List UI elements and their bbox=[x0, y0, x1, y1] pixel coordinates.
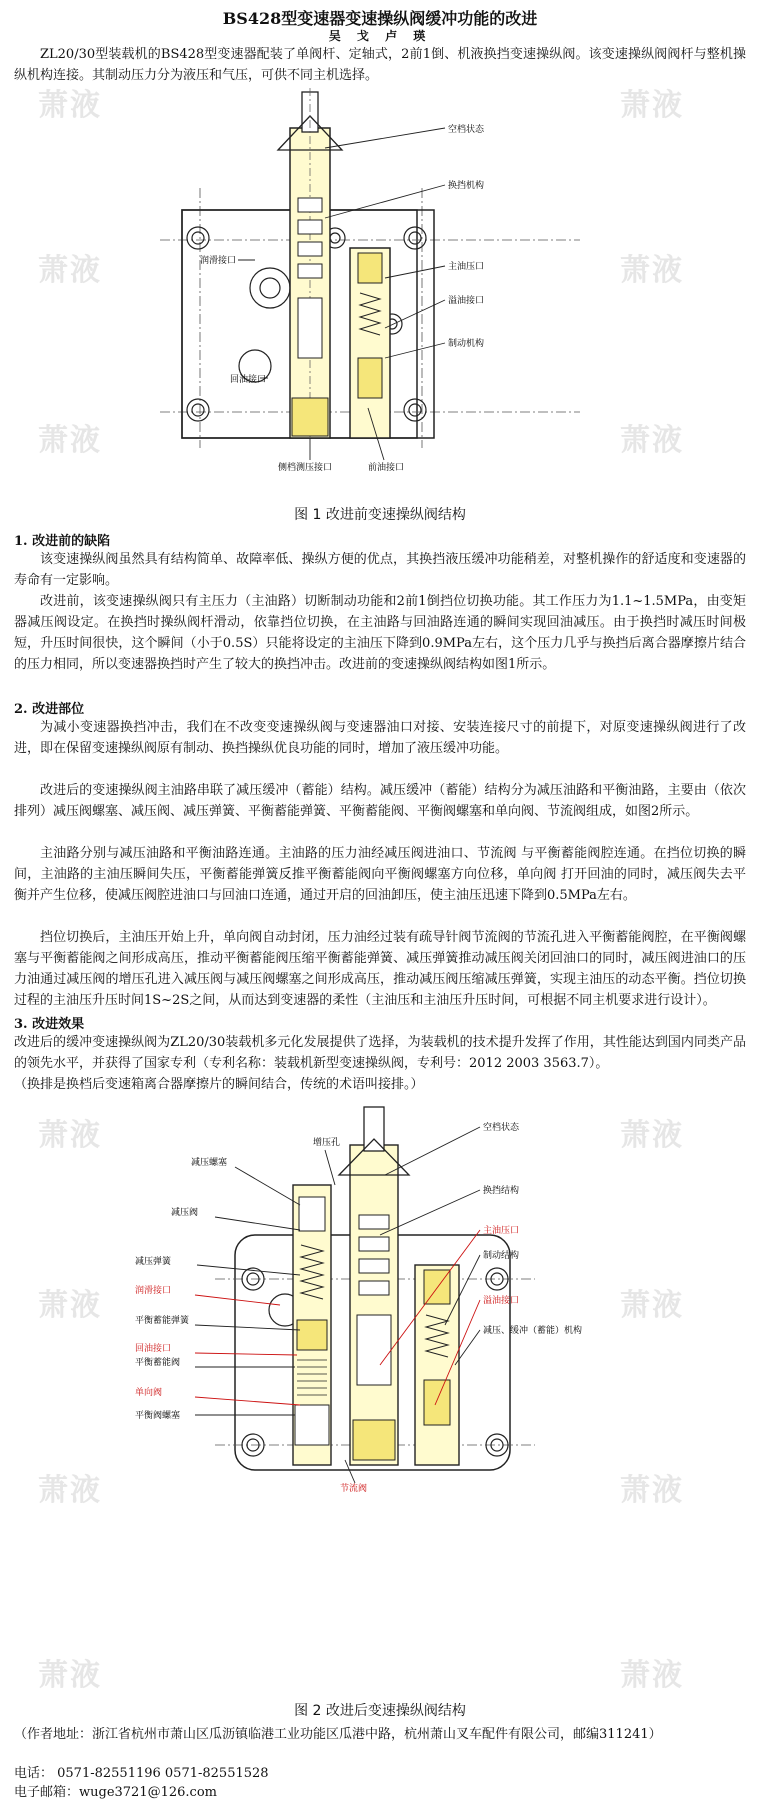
label-main-pressure-port: 主油压口 bbox=[483, 1226, 520, 1236]
article-title: BS428型变速器变速操纵阀缓冲功能的改进 bbox=[222, 9, 538, 28]
label-throttle-valve: 节流阀 bbox=[340, 1484, 368, 1494]
label-relief-valve: 减压阀 bbox=[171, 1208, 199, 1218]
label-side-pressure-port: 侧档测压接口 bbox=[278, 463, 333, 473]
author-email: 电子邮箱：wuge3721@126.com bbox=[14, 1785, 217, 1800]
watermark: 萧液 bbox=[620, 1288, 684, 1323]
label-overflow-port: 溢油接口 bbox=[483, 1296, 520, 1306]
figure-2-caption: 图 2 改进后变速操纵阀结构 bbox=[294, 1703, 466, 1719]
label-return-port: 回油接口 bbox=[135, 1344, 172, 1354]
author-address: （作者地址：浙江省杭州市萧山区瓜沥镇临港工业功能区瓜港中路，杭州萧山叉车配件有限公司，邮编311241） bbox=[14, 1727, 662, 1742]
label-overflow-port: 溢油接口 bbox=[448, 296, 485, 306]
label-lube-port: 润滑接口 bbox=[200, 256, 237, 266]
label-balance-valve: 平衡蓄能阀 bbox=[135, 1358, 181, 1368]
label-balance-spring: 平衡蓄能弹簧 bbox=[135, 1316, 190, 1326]
label-air-state: 空档状态 bbox=[448, 125, 485, 135]
figure-2-diagram bbox=[135, 1105, 695, 1495]
section-3-paragraph-1: 改进后的缓冲变速操纵阀为ZL20/30装载机多元化发展提供了选择，为装载机的技术提升发挥了作用，其性能达到国内同类产品的领先水平，并获得了国家专利（专利名称：装载机新型变速操纵阀，专利号：2012 2003 3563.7）。 bbox=[14, 1035, 746, 1071]
section-2-heading: 2. 改进部位 bbox=[14, 702, 85, 717]
section-1-heading: 1. 改进前的缺陷 bbox=[14, 534, 111, 549]
figure-1-diagram bbox=[160, 88, 610, 488]
watermark: 萧液 bbox=[620, 1473, 684, 1508]
label-shift-structure: 换挡结构 bbox=[483, 1186, 520, 1196]
watermark: 萧液 bbox=[620, 253, 684, 288]
section-1-paragraph-1: 该变速操纵阀虽然具有结构简单、故障率低、操纵方便的优点，其换挡液压缓冲功能稍差，对整机操作的舒适度和变速器的寿命有一定影响。 bbox=[14, 552, 746, 588]
watermark: 萧液 bbox=[38, 1288, 102, 1323]
section-1-paragraph-2: 改进前，该变速操纵阀只有主压力（主油路）切断制动功能和2前1倒挡位切换功能。其工作压力为1.1~1.5MPa，由变矩器减压阀设定。在换挡时操纵阀杆滑动，依靠挡位切换，在主油路与回油路连通的瞬间实现回油减压。由于换挡时减压时间极短，升压时间很快，这个瞬间（小于0.5S）只能将设定的主油压下降到0.9MPa左右，这个压力几乎与换挡后离合器摩擦片结合 的压力相同，所以变速器换挡时产生了较大的换挡冲击。改进前的变速操纵阀结构如图1所示。 bbox=[14, 594, 746, 672]
section-2-paragraph-3: 主油路分别与减压油路和平衡油路连通。主油路的压力油经减压阀进油口、节流阀 与平衡蓄能阀腔连通。在挡位切换的瞬间，主油路的主油压瞬间失压，平衡蓄能弹簧反推平衡蓄能阀向平衡阀螺塞方向位移，单向阀 打开回油的同时，减压阀失去平衡并产生位移，使减压阀腔进油口与回油口连通，通过开启的回油卸压，使主油压迅速下降到0.5MPa左右。 bbox=[14, 846, 746, 903]
watermark: 萧液 bbox=[620, 423, 684, 458]
watermark: 萧液 bbox=[620, 88, 684, 123]
intro-paragraph: ZL20/30型装载机的BS428型变速器配装了单阀杆、定轴式，2前1倒、机液换挡变速操纵阀。该变速操纵阀阀杆与整机操纵机构连接。其制动压力分为液压和气压，可供不同主机选择。 bbox=[14, 47, 746, 83]
label-boost-hole: 增压孔 bbox=[313, 1138, 341, 1148]
watermark: 萧液 bbox=[38, 88, 102, 123]
section-2-paragraph-4: 挡位切换后，主油压开始上升，单向阀自动封闭，压力油经过装有疏导针阀节流阀的节流孔进入平衡蓄能阀腔，在平衡阀螺塞与平衡蓄能阀之间形成高压，推动平衡蓄能阀压缩平衡蓄能弹簧、减压弹簧推动减压阀关闭回油口的同时，减压阀进油口的压力油通过减压阀的增压孔进入减压阀与减压阀螺塞之间形成高压，推动减压阀压缩减压弹簧，实现主油压的动态平衡。挡位切换过程的主油压升压时间1S~2S之间，从而达到变速器的柔性（主油压和主油压升压时间，可根据不同主机要求进行设计）。 bbox=[14, 930, 746, 1008]
label-shift-mechanism: 换挡机构 bbox=[448, 181, 485, 191]
author-phone: 电话： 0571-82551196 0571-82551528 bbox=[14, 1766, 269, 1781]
section-2-paragraph-2: 改进后的变速操纵阀主油路串联了减压缓冲（蓄能）结构。减压缓冲（蓄能）结构分为减压油路和平衡油路，主要由（依次排列）减压阀螺塞、减压阀、减压弹簧、平衡蓄能弹簧、平衡蓄能阀、平衡阀螺塞和单向阀、节流阀组成，如图2所示。 bbox=[14, 783, 746, 819]
label-buffer-mechanism: 减压、缓冲（蓄能）机构 bbox=[483, 1326, 583, 1336]
section-3-heading: 3. 改进效果 bbox=[14, 1017, 85, 1032]
label-lube-port: 润滑接口 bbox=[135, 1286, 172, 1296]
watermark: 萧液 bbox=[620, 1658, 684, 1693]
watermark: 萧液 bbox=[38, 1658, 102, 1693]
label-check-valve: 单向阀 bbox=[135, 1388, 163, 1398]
label-brake-mechanism: 制动机构 bbox=[448, 339, 485, 349]
label-relief-plug: 减压螺塞 bbox=[191, 1158, 228, 1168]
label-main-pressure-port: 主油压口 bbox=[448, 262, 485, 272]
label-relief-spring: 减压弹簧 bbox=[135, 1257, 172, 1267]
section-2-paragraph-1: 为减小变速器换挡冲击，我们在不改变变速操纵阀与变速器油口对接、安装连接尺寸的前提下，对原变速操纵阀进行了改进，即在保留变速操纵阀原有制动、换挡操纵优良功能的同时，增加了液压缓冲功能。 bbox=[14, 720, 746, 756]
label-air-state: 空档状态 bbox=[483, 1123, 520, 1133]
section-3-note: （换排是换档后变速箱离合器摩擦片的瞬间结合，传统的术语叫接排。） bbox=[14, 1077, 424, 1092]
label-front-port: 前油接口 bbox=[368, 463, 405, 473]
watermark: 萧液 bbox=[38, 253, 102, 288]
watermark: 萧液 bbox=[38, 1118, 102, 1153]
label-brake-structure: 制动结构 bbox=[483, 1251, 520, 1261]
watermark: 萧液 bbox=[620, 1118, 684, 1153]
label-return-port: 回油接口 bbox=[230, 375, 267, 385]
watermark: 萧液 bbox=[38, 423, 102, 458]
label-balance-plug: 平衡阀螺塞 bbox=[135, 1411, 181, 1421]
article-authors: 吴 戈 卢 瑛 bbox=[328, 29, 432, 43]
watermark: 萧液 bbox=[38, 1473, 102, 1508]
figure-1-caption: 图 1 改进前变速操纵阀结构 bbox=[294, 507, 466, 523]
